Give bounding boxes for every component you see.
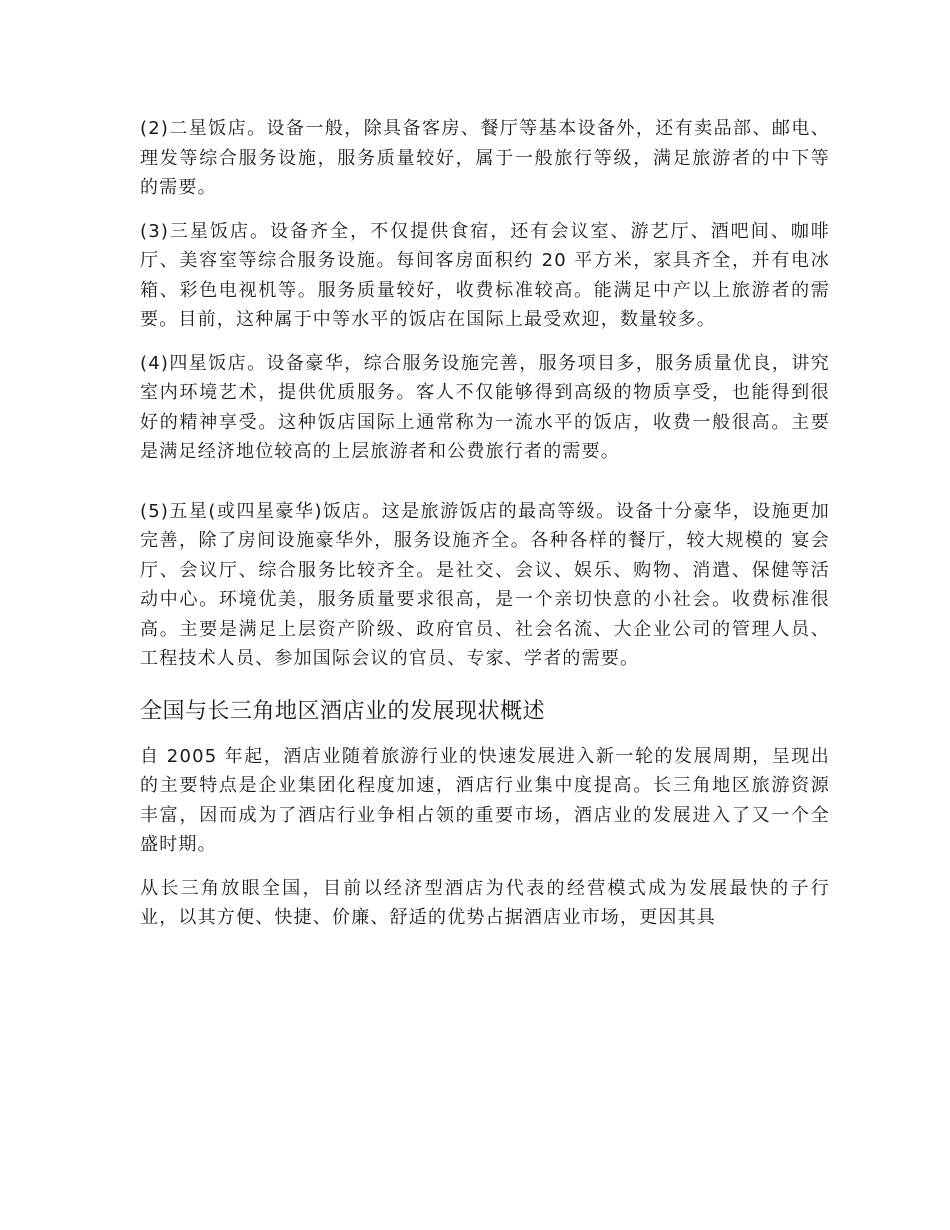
paragraph-since-2005: 自 2005 年起，酒店业随着旅游行业的快速发展进入新一轮的发展周期，呈现出的主要特点是企业集团化程度加速，酒店行业集中度提高。长三角地区旅游资源丰富，因而成为了酒店行业争相占领的重要市场，酒店业的发展进入了又一个全盛时期。 — [140, 745, 830, 855]
paragraph-three-star: (3)三星饭店。设备齐全，不仅提供食宿，还有会议室、游艺厅、酒吧间、咖啡厅、美容室等综合服务设施。每间客房面积约 20 平方米，家具齐全，并有电冰箱、彩色电视机等。服务质量较好，收费标准较高。能满足中产以上旅游者的需要。目前，这种属于中等水平的饭店在国际上最受欢迎，数量较多。 — [140, 220, 830, 330]
paragraph-two-star: (2)二星饭店。设备一般，除具备客房、餐厅等基本设备外，还有卖品部、邮电、理发等综合服务设施，服务质量较好，属于一般旅行等级，满足旅游者的中下等的需要。 — [140, 118, 830, 198]
document-page — [140, 114, 830, 947]
paragraph-four-star: (4)四星饭店。设备豪华，综合服务设施完善，服务项目多，服务质量优良，讲究室内环境艺术，提供优质服务。客人不仅能够得到高级的物质享受，也能得到很好的精神享受。这种饭店国际上通常称为一流水平的饭店，收费一般很高。主要是满足经济地位较高的上层旅游者和公费旅行者的需要。 — [140, 352, 830, 462]
section-heading: 全国与长三角地区酒店业的发展现状概述 — [140, 698, 546, 724]
paragraph-five-star: (5)五星(或四星豪华)饭店。这是旅游饭店的最高等级。设备十分豪华，设施更加完善，除了房间设施豪华外，服务设施齐全。各种各样的餐厅，较大规模的 宴会厅、会议厅、综合服务比较齐全。是社交、会议、娱乐、购物、消遣、保健等活动中心。环境优美，服务质量要求很高，是一个亲切快意的小社会。收费标准很高。主要是满足上层资产阶级、政府官员、社会名流、大企业公司的管理人员、工程技术人员、参加国际会议的官员、专家、学者的需要。 — [140, 500, 830, 669]
paragraph-national-view: 从长三角放眼全国，目前以经济型酒店为代表的经营模式成为发展最快的子行业，以其方便、快捷、价廉、舒适的优势占据酒店业市场，更因其具 — [140, 877, 830, 928]
